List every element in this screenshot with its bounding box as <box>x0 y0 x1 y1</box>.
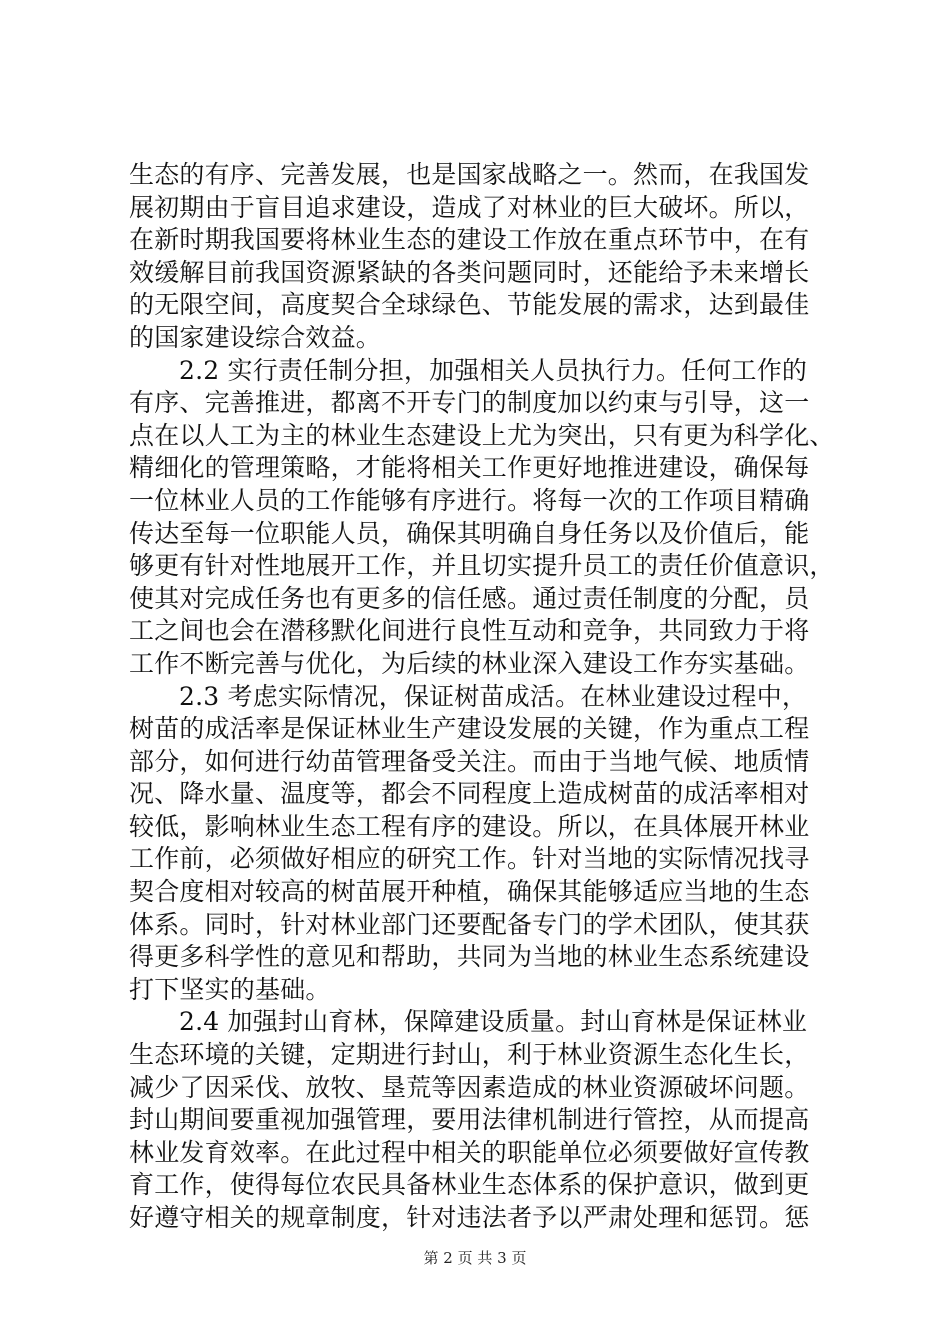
text-line: 精细化的管理策略，才能将相关工作更好地推进建设，确保每 <box>129 453 810 483</box>
text-line: 使其对完成任务也有更多的信任感。通过责任制度的分配，员 <box>129 583 810 613</box>
text-line: 树苗的成活率是保证林业生产建设发展的关键，作为重点工程 <box>129 714 810 744</box>
text-line: 工作不断完善与优化，为后续的林业深入建设工作夯实基础。 <box>129 648 810 678</box>
text-line: 契合度相对较高的树苗展开种植，确保其能够适应当地的生态 <box>129 877 810 907</box>
section-heading-line: 2.4 加强封山育林，保障建设质量。封山育林是保证林业 <box>179 1007 808 1037</box>
text-line: 传达至每一位职能人员，确保其明确自身任务以及价值后，能 <box>129 518 810 548</box>
text-line: 得更多科学性的意见和帮助，共同为当地的林业生态系统建设 <box>129 942 810 972</box>
text-line: 打下坚实的基础。 <box>129 974 331 1004</box>
text-line: 的无限空间，高度契合全球绿色、节能发展的需求，达到最佳 <box>129 290 810 320</box>
text-line: 封山期间要重视加强管理，要用法律机制进行管控，从而提高 <box>129 1105 810 1135</box>
section-heading-line: 2.2 实行责任制分担，加强相关人员执行力。任何工作的 <box>179 355 808 385</box>
text-line: 好遵守相关的规章制度，针对违法者予以严肃处理和惩罚。惩 <box>129 1203 810 1232</box>
text-line: 在新时期我国要将林业生态的建设工作放在重点环节中，在有 <box>129 225 810 255</box>
text-line: 够更有针对性地展开工作，并且切实提升员工的责任价值意识， <box>129 551 835 581</box>
text-line: 林业发育效率。在此过程中相关的职能单位必须要做好宣传教 <box>129 1137 810 1167</box>
section-heading-line: 2.3 考虑实际情况，保证树苗成活。在林业建设过程中， <box>179 681 808 711</box>
text-line: 有序、完善推进，都离不开专门的制度加以约束与引导，这一 <box>129 388 810 418</box>
page-number-footer: 第 2 页 共 3 页 <box>423 1249 527 1267</box>
text-line: 的国家建设综合效益。 <box>129 322 382 352</box>
text-line: 一位林业人员的工作能够有序进行。将每一次的工作项目精确 <box>129 485 810 515</box>
text-line: 体系。同时，针对林业部门还要配备专门的学术团队，使其获 <box>129 909 810 939</box>
text-line: 展初期由于盲目追求建设，造成了对林业的巨大破坏。所以， <box>129 192 810 222</box>
text-line: 减少了因采伐、放牧、垦荒等因素造成的林业资源破坏问题。 <box>129 1072 810 1102</box>
text-line: 生态环境的关键，定期进行封山，利于林业资源生态化生长， <box>129 1040 810 1070</box>
text-line: 点在以人工为主的林业生态建设上尤为突出，只有更为科学化、 <box>129 420 835 450</box>
text-line: 况、降水量、温度等，都会不同程度上造成树苗的成活率相对 <box>129 779 810 809</box>
text-line: 育工作，使得每位农民具备林业生态体系的保护意识，做到更 <box>129 1170 810 1200</box>
text-line: 工之间也会在潜移默化间进行良性互动和竞争，共同致力于将 <box>129 616 810 646</box>
text-line: 生态的有序、完善发展，也是国家战略之一。然而，在我国发 <box>129 160 810 189</box>
text-line: 较低，影响林业生态工程有序的建设。所以，在具体展开林业 <box>129 811 810 841</box>
text-line: 工作前，必须做好相应的研究工作。针对当地的实际情况找寻 <box>129 844 810 874</box>
text-line: 部分，如何进行幼苗管理备受关注。而由于当地气候、地质情 <box>129 746 810 776</box>
body-text <box>129 159 835 1235</box>
text-line: 效缓解目前我国资源紧缺的各类问题同时，还能给予未来增长 <box>129 257 810 287</box>
